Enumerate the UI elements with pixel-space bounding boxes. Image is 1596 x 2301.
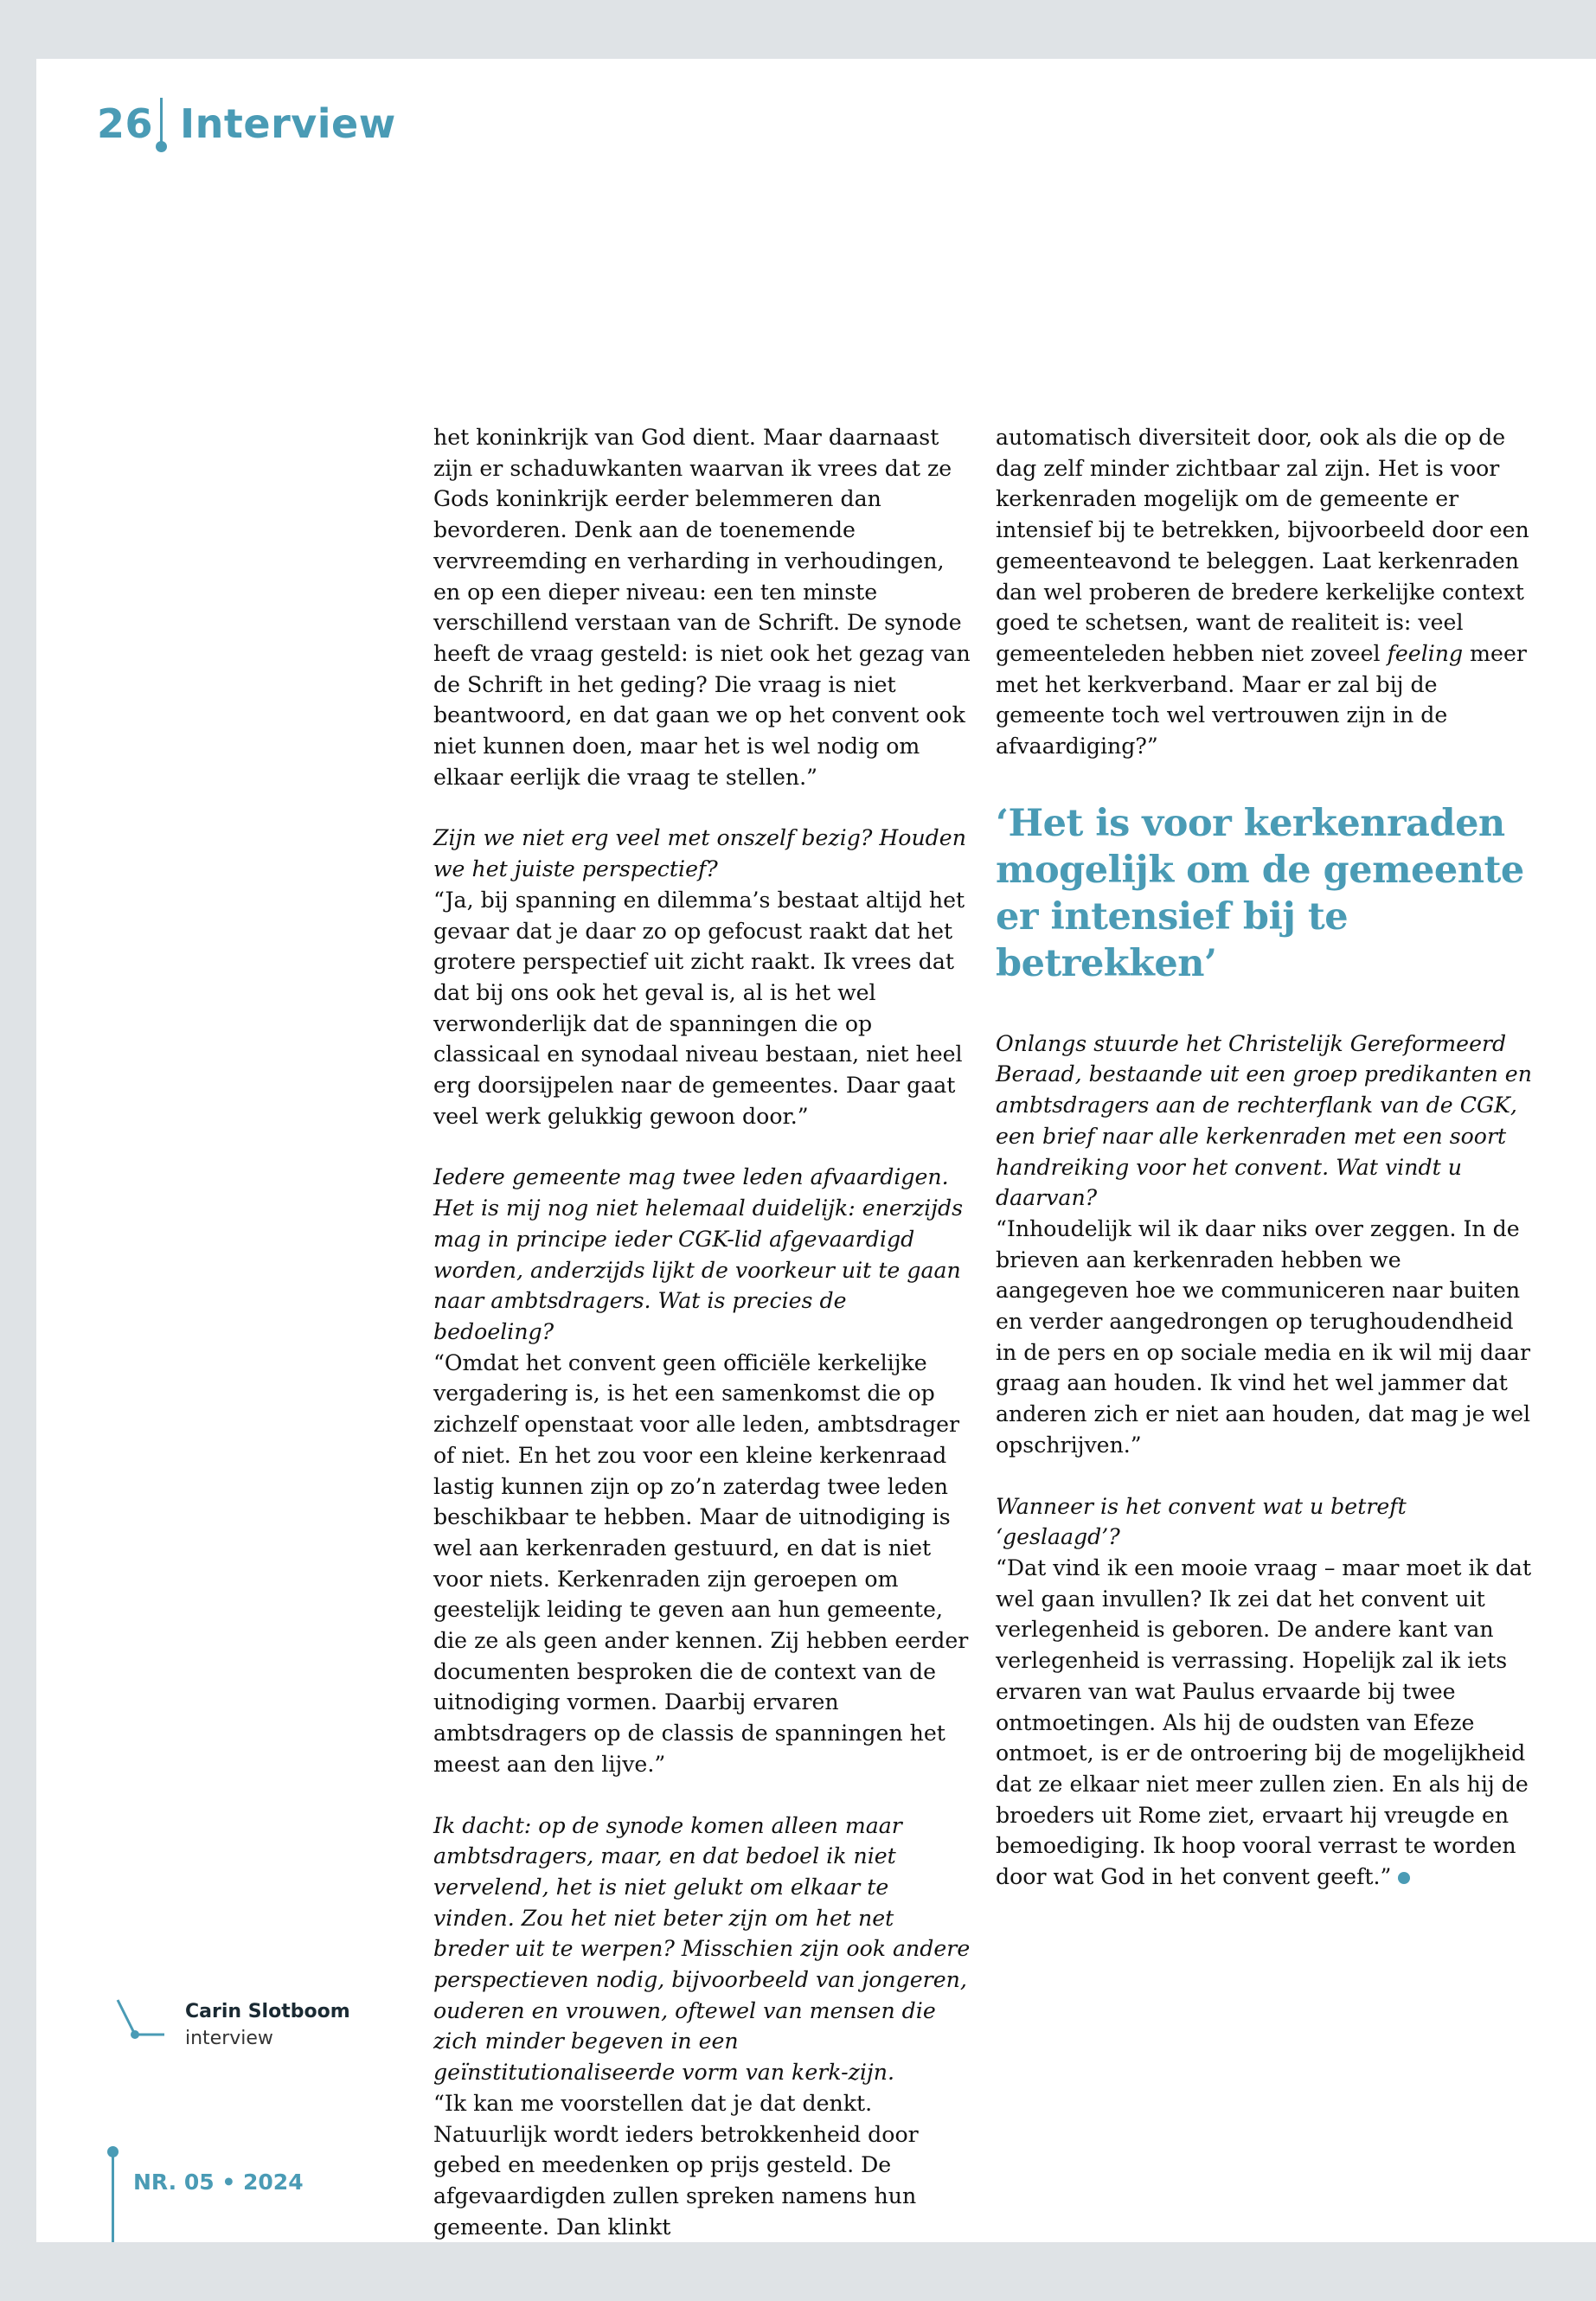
interview-question: Onlangs stuurde het Christelijk Gereformeerd Beraad, bestaande uit een groep predikanten en ambtsdragers aan de rechterflank van de CGK, een brief naar alle kerkenraden met een soort handreiking voor het convent. Wat vindt u daarvan? — [996, 1030, 1532, 1211]
page-number: 26 — [97, 100, 154, 147]
interview-answer: “Ja, bij spanning en dilemma’s bestaat altijd het gevaar dat je daar zo op gefocust raakt dat het grotere perspectief uit zicht raakt. Ik vrees dat dat bij ons ook het geval is, al is het wel verwonderlijk dat de spanningen die op classicaal en synodaal niveau bestaan, niet heel erg doorsijpelen naar de gemeentes. Daar gaat veel werk gelukkig gewoon door.” — [433, 887, 965, 1129]
interview-question: Iedere gemeente mag twee leden afvaardigen. Het is mij nog niet helemaal duidelijk: enerzijds mag in principe ieder CGK-lid afgevaardigd worden, anderzijds lijkt de voorkeur uit te gaan naar ambtsdragers. Wat is precies de bedoeling? — [433, 1164, 964, 1344]
article-column-right — [996, 422, 1534, 1893]
interview-answer: “Inhoudelijk wil ik daar niks over zeggen. In de brieven aan kerkenraden hebben we aangegeven hoe we communiceren naar buiten en verder aangedrongen op terughoudendheid in de pers en op sociale media en ik wil mij daar graag aan houden. Ik vind het wel jammer dat anderen zich er niet aan houden, dat mag je wel opschrijven.” — [996, 1215, 1531, 1458]
article-column-left — [433, 422, 971, 2242]
paragraph: automatisch diversiteit door, ook als die op de dag zelf minder zichtbaar zal zijn. Het is voor kerkenraden mogelijk om de gemeente er intensief bij te betrekken, bijvoorbeeld door een gemeenteavond te beleggen. Laat kerkenraden dan wel proberen de bredere kerkelijke context goed te schetsen, want de realiteit is: veel gemeenteleden hebben niet zoveel feeling meer met het kerkverband. Maar er zal bij de gemeente toch wel vertrouwen zijn in de afvaardiging?” — [996, 425, 1529, 760]
interview-question: Zijn we niet erg veel met onszelf bezig? Houden we het juiste perspectief? — [433, 825, 966, 882]
paragraph: het koninkrijk van God dient. Maar daarnaast zijn er schaduwkanten waarvan ik vrees dat ze Gods koninkrijk eerder belemmeren dan bevorderen. Denk aan de toenemende vervreemding en verharding in verhoudingen, en op een dieper niveau: een ten minste verschillend verstaan van de Schrift. De synode heeft de vraag gesteld: is niet ook het gezag van de Schrift in het geding? Die vraag is niet beantwoord, en dat gaan we op het convent ook niet kunnen doen, maar het is wel nodig om elkaar eerlijk die vraag te stellen.” — [433, 425, 971, 790]
interview-answer: “Ik kan me voorstellen dat je dat denkt. Natuurlijk wordt ieders betrokkenheid door gebed en meedenken op prijs gesteld. De afgevaardigden zullen spreken namens hun gemeente. Dan klinkt — [433, 2090, 919, 2240]
interview-answer: “Omdat het convent geen officiële kerkelijke vergadering is, is het een samenkomst die op zichzelf openstaat voor alle leden, ambtsdrager of niet. En het zou voor een kleine kerkenraad lastig kunnen zijn op zo’n zaterdag twee leden beschikbaar te hebben. Maar de uitnodiging is wel aan kerkenraden gestuurd, en dat is niet voor niets. Kerkenraden zijn geroepen om geestelijk leiding te geven aan hun gemeente, die ze als geen ander kennen. Zij hebben eerder documenten besproken die de context van de uitnodiging vormen. Daarbij ervaren ambtsdragers op de classis de spanningen het meest aan den lijve.” — [433, 1349, 969, 1777]
magazine-page — [36, 59, 1596, 2242]
section-title: Interview — [180, 100, 396, 147]
issue-number: NR. 05 • 2024 — [133, 2170, 304, 2195]
byline-line-icon — [114, 1998, 166, 2059]
author-byline — [114, 1998, 350, 2052]
author-role: interview — [185, 2028, 273, 2049]
author-name: Carin Slotboom — [185, 2001, 350, 2022]
pull-quote: ‘Het is voor kerkenraden mogelijk om de gemeente er intensief bij te betrekken’ — [996, 801, 1524, 985]
interview-question: Wanneer is het convent wat u betreft ‘geslaagd’? — [996, 1493, 1407, 1550]
interview-question: Ik dacht: op de synode komen alleen maar ambtsdragers, maar, en dat bedoel ik niet vervelend, het is niet gelukt om elkaar te vinden. Zou het niet beter zijn om het net breder uit te werpen? Misschien zijn ook andere perspectieven nodig, bijvoorbeeld van jongeren, ouderen en vrouwen, oftewel van mensen die zich minder begeven in een geïnstitutionaliseerde vorm van kerk-zijn. — [433, 1812, 971, 2086]
interview-answer: “Dat vind ik een mooie vraag – maar moet ik dat wel gaan invullen? Ik zei dat het convent uit verlegenheid is geboren. De andere kant van verlegenheid is verrassing. Hopelijk zal ik iets ervaren van wat Paulus ervaarde bij twee ontmoetingen. Als hij de oudsten van Efeze ontmoet, is er de ontroering bij de mogelijkheid dat ze elkaar niet meer zullen zien. En als hij de broeders uit Rome ziet, ervaart hij vreugde en bemoediging. Ik hoop vooral verrast te worden door wat God in het convent geeft.” — [996, 1554, 1532, 1890]
header-divider — [160, 98, 163, 146]
page-header — [97, 98, 396, 147]
footer-divider — [112, 2152, 114, 2242]
end-mark-icon — [1398, 1872, 1410, 1884]
